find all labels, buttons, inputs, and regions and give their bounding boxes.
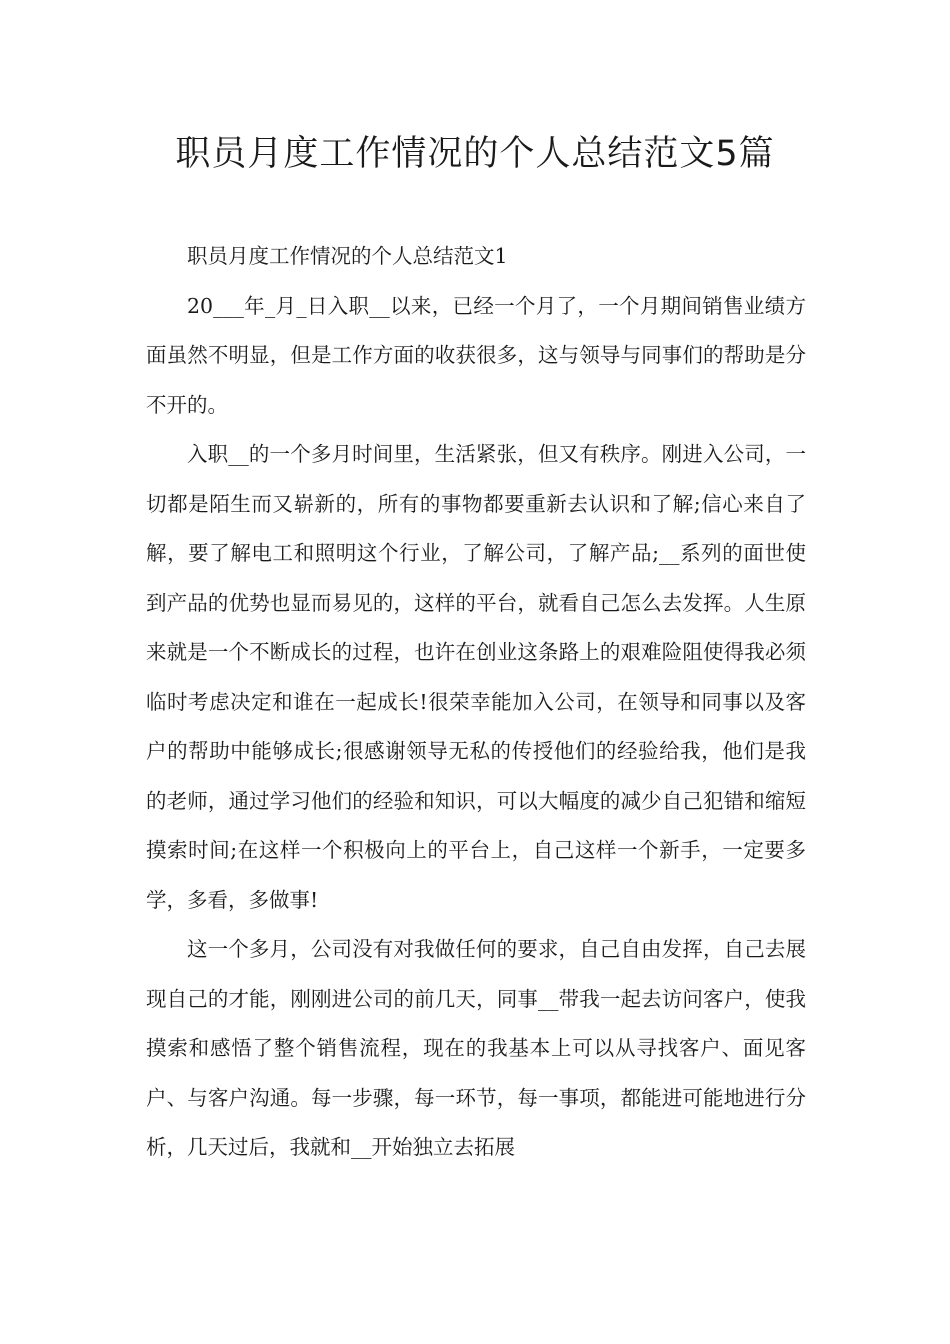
section-heading: 职员月度工作情况的个人总结范文1 [187, 244, 508, 268]
paragraph-1: 20___年_月_日入职__以来，已经一个月了，一个月期间销售业绩方面虽然不明显，但是工作方面的收获很多，这与领导与同事们的帮助是分不开的。 [146, 293, 806, 417]
document-body [146, 232, 806, 1173]
document-title: 职员月度工作情况的个人总结范文5篇 [175, 134, 775, 174]
paragraph-2: 入职__的一个多月时间里，生活紧张，但又有秩序。刚进入公司，一切都是陌生而又崭新的，所有的事物都要重新去认识和了解;信心来自了解，要了解电工和照明这个行业，了解公司，了解产品;__系列的面世使到产品的优势也显而易见的，这样的平台，就看自己怎么去发挥。人生原来就是一个不断成长的过程，也许在创业这条路上的艰难险阻使得我必须临时考虑决定和谁在一起成长!很荣幸能加入公司，在领导和同事以及客户的帮助中能够成长;很感谢领导无私的传授他们的经验给我，他们是我的老师，通过学习他们的经验和知识，可以大幅度的减少自己犯错和缩短摸索时间;在这样一个积极向上的平台上，自己这样一个新手，一定要多学，多看，多做事! [146, 442, 806, 912]
paragraph-3: 这一个多月，公司没有对我做任何的要求，自己自由发挥，自己去展现自己的才能，刚刚进公司的前几天，同事__带我一起去访问客户，使我摸索和感悟了整个销售流程，现在的我基本上可以从寻找客户、面见客户、与客户沟通。每一步骤，每一环节，每一事项，都能进可能地进行分析，几天过后，我就和__开始独立去拓展 [146, 937, 806, 1159]
